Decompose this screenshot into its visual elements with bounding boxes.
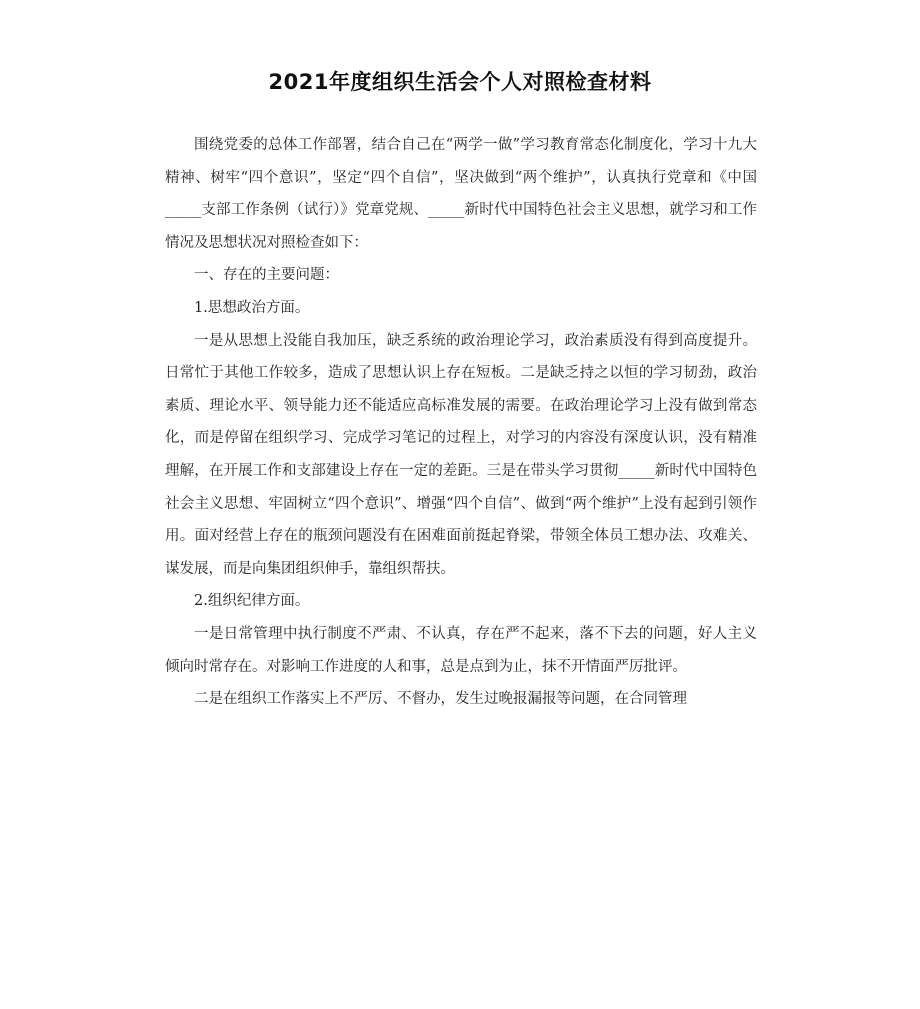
paragraph-discipline-1: 一是日常管理中执行制度不严肃、不认真，存在严不起来，落不下去的问题，好人主义倾向时常存在。对影响工作进度的人和事，总是点到为止，抹不开情面严厉批评。 bbox=[165, 625, 757, 675]
section-heading-problems: 一、存在的主要问题： bbox=[194, 267, 339, 284]
paragraph-political: 一是从思想上没能自我加压，缺乏系统的政治理论学习，政治素质没有得到高度提升。日常忙于其他工作较多，造成了思想认识上存在短板。二是缺乏持之以恒的学习韧劲，政治素质、理论水平、领导能力还不能适应高标准发展的需要。在政治理论学习上没有做到常态化，而是停留在组织学习、完成学习笔记的过程上，对学习的内容没有深度认识，没有精准理解，在开展工作和支部建设上存在一定的差距。三是在带头学习贯彻_____新时代中国特色社会主义思想、牢固树立“四个意识”、增强“四个自信”、做到“两个维护”上没有起到引领作用。面对经营上存在的瓶颈问题没有在困难面前挺起脊梁，带领全体员工想办法、攻难关、谋发展，而是向集团组织伸手，靠组织帮扶。 bbox=[165, 332, 757, 577]
document-title: 2021年度组织生活会个人对照检查材料 bbox=[268, 70, 652, 94]
paragraph-intro: 围绕党委的总体工作部署，结合自己在“两学一做”学习教育常态化制度化，学习十九大精神、树牢“四个意识”，坚定“四个自信”，坚决做到“两个维护”，认真执行党章和《中国_____支部工作条例（试行）》党章党规、_____新时代中国特色社会主义思想，就学习和工作情况及思想状况对照检查如下： bbox=[165, 137, 757, 251]
paragraph-discipline-2: 二是在组织工作落实上不严厉、不督办，发生过晚报漏报等问题，在合同管理 bbox=[194, 691, 687, 708]
subsection-heading-discipline: 2.组织纪律方面。 bbox=[194, 593, 310, 610]
document-body bbox=[165, 129, 757, 716]
subsection-heading-political: 1.思想政治方面。 bbox=[194, 299, 310, 316]
